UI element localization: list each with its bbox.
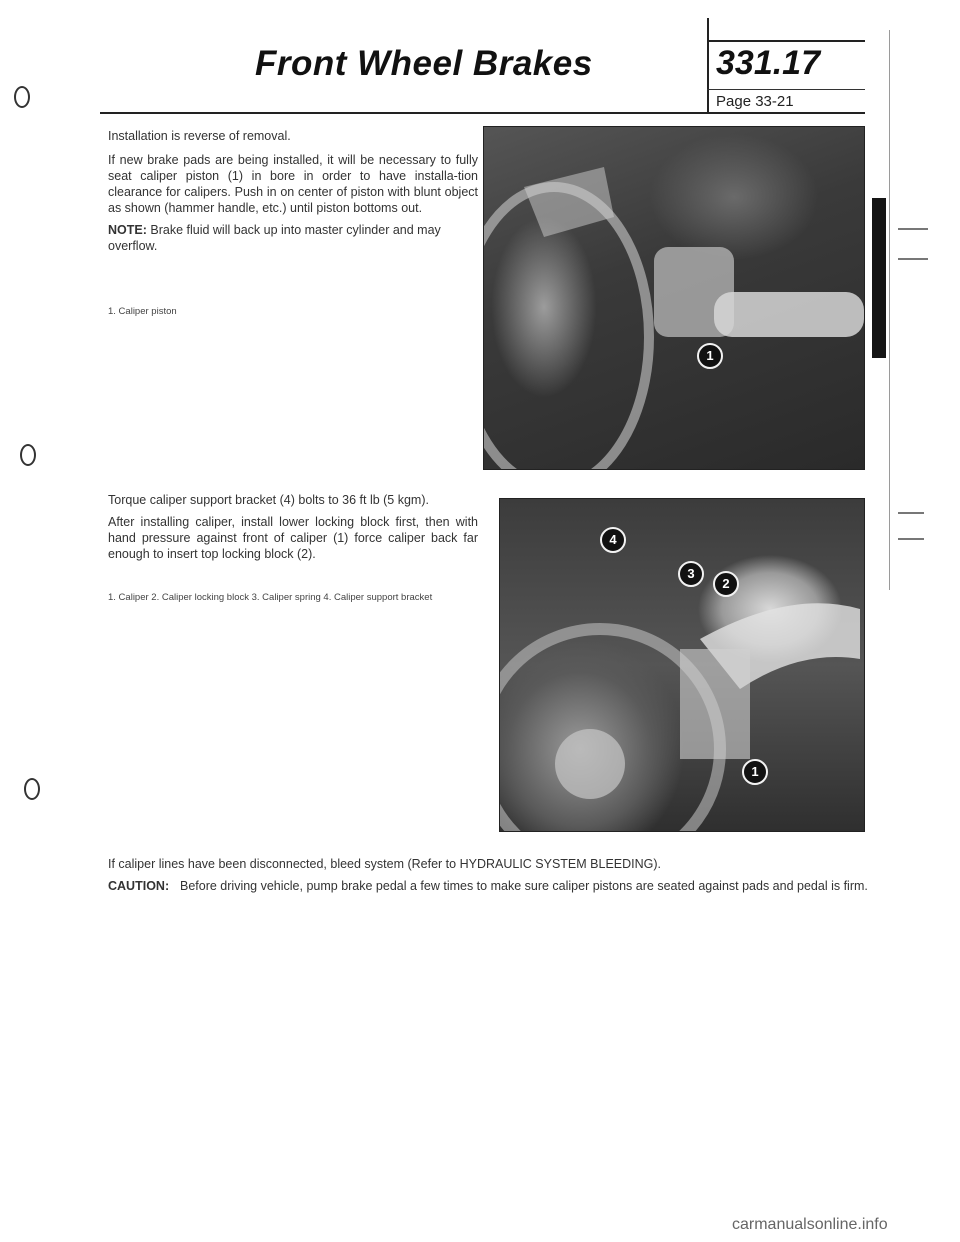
watermark: carmanualsonline.info bbox=[732, 1216, 888, 1233]
step2-paragraph: After installing caliper, install lower locking block first, then with hand pressure against front of caliper (1) force caliper back far enough to insert top locking block (2). bbox=[108, 515, 478, 561]
edge-mark bbox=[898, 258, 928, 260]
header-divider bbox=[707, 89, 865, 90]
note-label: NOTE: bbox=[108, 223, 147, 237]
caution-label: CAUTION: bbox=[108, 879, 170, 893]
step2-intro: Torque caliper support bracket (4) bolts to 36 ft lb (5 kgm). bbox=[108, 493, 429, 507]
step1-paragraph: If new brake pads are being installed, it will be necessary to fully seat caliper piston (1) in bore in order to have installa-tion clearance for calipers. Push in on center of piston with blunt object as shown (hammer handle, etc.) until piston bottoms out. bbox=[108, 153, 478, 215]
callout-1: 1 bbox=[697, 343, 723, 369]
page-edge-rule bbox=[889, 30, 890, 590]
step1-legend: 1. Caliper piston bbox=[108, 306, 177, 317]
callout-2: 2 bbox=[713, 571, 739, 597]
header-rule bbox=[100, 112, 865, 114]
binder-hole bbox=[24, 778, 40, 800]
photo-shapes bbox=[484, 127, 864, 469]
note-text: Brake fluid will back up into master cylinder and may overflow. bbox=[108, 223, 441, 253]
photo-shapes bbox=[500, 499, 864, 831]
callout-3: 3 bbox=[678, 561, 704, 587]
step1-intro: Installation is reverse of removal. bbox=[108, 129, 291, 143]
step2-legend: 1. Caliper 2. Caliper locking block 3. Caliper spring 4. Caliper support bracket bbox=[108, 592, 433, 603]
header-divider bbox=[707, 40, 865, 42]
page-number: Page 33-21 bbox=[716, 93, 794, 110]
caution-note bbox=[108, 878, 940, 894]
header-divider bbox=[707, 18, 709, 112]
callout-1: 1 bbox=[742, 759, 768, 785]
section-tab bbox=[872, 198, 886, 358]
caliper-install-photo bbox=[499, 498, 865, 832]
page-title: Front Wheel Brakes bbox=[255, 44, 593, 83]
callout-4: 4 bbox=[600, 527, 626, 553]
section-number: 331.17 bbox=[716, 44, 820, 82]
binder-hole bbox=[14, 86, 30, 108]
edge-mark bbox=[898, 228, 928, 230]
edge-mark bbox=[898, 538, 924, 540]
binder-hole bbox=[20, 444, 36, 466]
step1-note bbox=[108, 222, 478, 254]
bleed-instruction: If caliper lines have been disconnected, bleed system (Refer to HYDRAULIC SYSTEM BLEEDING). bbox=[108, 857, 662, 871]
caliper-piston-photo bbox=[483, 126, 865, 470]
edge-mark bbox=[898, 512, 924, 514]
caution-text: Before driving vehicle, pump brake pedal a few times to make sure caliper pistons are seated against pads and pedal is firm. bbox=[180, 879, 868, 893]
